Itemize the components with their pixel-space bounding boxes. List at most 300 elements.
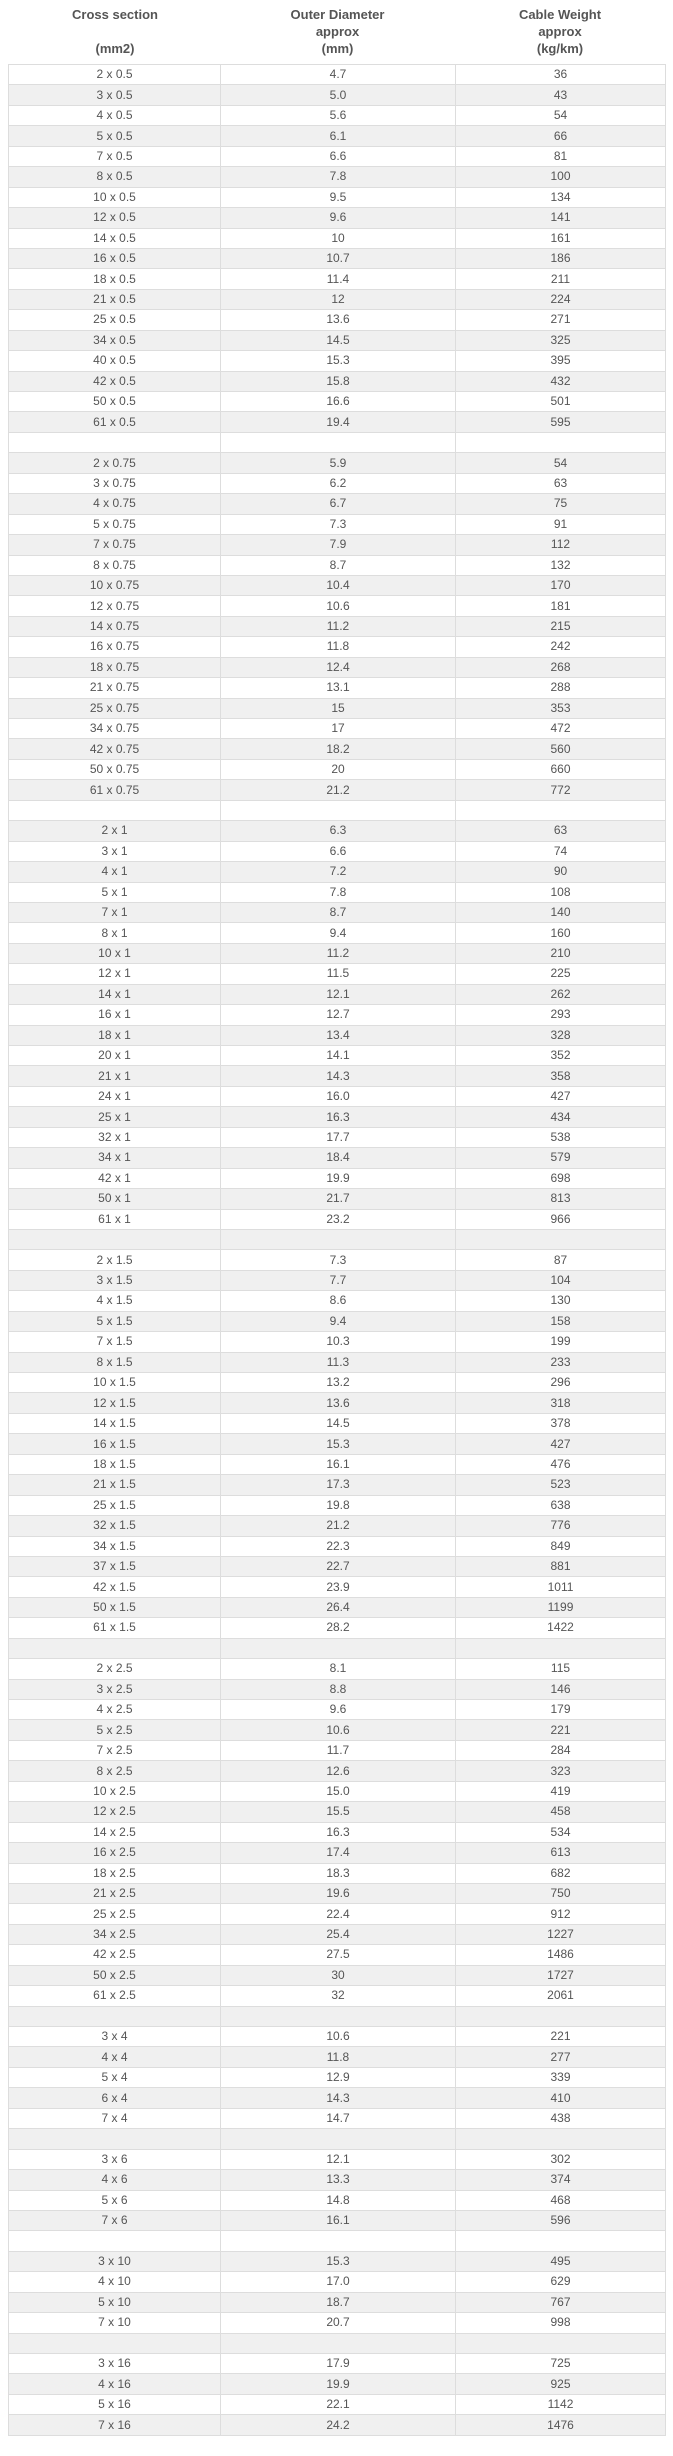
cell-cable-weight: 115 <box>456 1659 666 1679</box>
table-row <box>9 1434 666 1454</box>
table-row <box>9 269 666 289</box>
cell-cable-weight: 215 <box>456 616 666 636</box>
table-row <box>9 923 666 943</box>
cell-cross-section: 21 x 1.5 <box>9 1475 221 1495</box>
cell-outer-diameter: 14.1 <box>221 1046 456 1066</box>
cell-outer-diameter: 17.0 <box>221 2272 456 2292</box>
cell-outer-diameter: 18.3 <box>221 1863 456 1883</box>
cell-outer-diameter: 6.1 <box>221 126 456 146</box>
table-row <box>9 1802 666 1822</box>
cell-cable-weight: 81 <box>456 146 666 166</box>
cell-cross-section: 7 x 16 <box>9 2415 221 2435</box>
cell-cross-section: 16 x 2.5 <box>9 1843 221 1863</box>
cell-cross-section: 6 x 4 <box>9 2088 221 2108</box>
cell-cable-weight: 271 <box>456 310 666 330</box>
cell-outer-diameter: 23.2 <box>221 1209 456 1229</box>
cell-outer-diameter: 18.2 <box>221 739 456 759</box>
cell-cable-weight: 912 <box>456 1904 666 1924</box>
cell-cable-weight: 1422 <box>456 1618 666 1638</box>
cell-cross-section: 10 x 0.5 <box>9 187 221 207</box>
table-row <box>9 2190 666 2210</box>
cell-cross-section: 25 x 0.75 <box>9 698 221 718</box>
cell-outer-diameter: 6.3 <box>221 821 456 841</box>
cell-cross-section: 12 x 1 <box>9 964 221 984</box>
cell-cable-weight: 750 <box>456 1883 666 1903</box>
cell-outer-diameter <box>221 1229 456 1249</box>
cell-outer-diameter: 10.6 <box>221 2027 456 2047</box>
cell-cross-section: 3 x 10 <box>9 2251 221 2271</box>
table-row <box>9 759 666 779</box>
cell-cross-section: 34 x 2.5 <box>9 1924 221 1944</box>
table-row <box>9 1945 666 1965</box>
cell-outer-diameter: 7.8 <box>221 882 456 902</box>
table-row <box>9 943 666 963</box>
cell-outer-diameter: 11.2 <box>221 616 456 636</box>
cell-cross-section: 42 x 0.5 <box>9 371 221 391</box>
table-row <box>9 2415 666 2435</box>
cell-cable-weight: 146 <box>456 1679 666 1699</box>
cell-cross-section: 4 x 0.5 <box>9 105 221 125</box>
cell-cable-weight: 140 <box>456 902 666 922</box>
table-row <box>9 964 666 984</box>
cell-cross-section: 14 x 0.5 <box>9 228 221 248</box>
cell-cable-weight: 1486 <box>456 1945 666 1965</box>
cell-cable-weight: 288 <box>456 678 666 698</box>
cell-cross-section: 50 x 0.75 <box>9 759 221 779</box>
table-row <box>9 1495 666 1515</box>
cell-cross-section: 4 x 2.5 <box>9 1700 221 1720</box>
cell-outer-diameter: 5.0 <box>221 85 456 105</box>
cell-cable-weight: 161 <box>456 228 666 248</box>
cell-cross-section <box>9 1229 221 1249</box>
cell-cross-section: 5 x 10 <box>9 2292 221 2312</box>
cell-cross-section: 16 x 1.5 <box>9 1434 221 1454</box>
table-row <box>9 494 666 514</box>
cell-outer-diameter: 32 <box>221 1986 456 2006</box>
cell-cable-weight: 427 <box>456 1434 666 1454</box>
cell-cross-section <box>9 432 221 452</box>
cell-cable-weight: 638 <box>456 1495 666 1515</box>
cell-cross-section: 3 x 0.5 <box>9 85 221 105</box>
table-row <box>9 1720 666 1740</box>
cell-cable-weight: 221 <box>456 2027 666 2047</box>
cell-cable-weight: 108 <box>456 882 666 902</box>
cell-cross-section: 4 x 4 <box>9 2047 221 2067</box>
cell-outer-diameter: 11.4 <box>221 269 456 289</box>
table-row <box>9 800 666 820</box>
cell-outer-diameter: 14.3 <box>221 1066 456 1086</box>
cell-outer-diameter: 12.1 <box>221 984 456 1004</box>
cell-outer-diameter: 12.9 <box>221 2067 456 2087</box>
table-row <box>9 85 666 105</box>
cell-cross-section: 40 x 0.5 <box>9 351 221 371</box>
cell-cable-weight: 881 <box>456 1556 666 1576</box>
cell-cable-weight <box>456 2129 666 2149</box>
cell-outer-diameter: 10.6 <box>221 1720 456 1740</box>
cell-cross-section: 18 x 0.5 <box>9 269 221 289</box>
cell-cross-section: 2 x 2.5 <box>9 1659 221 1679</box>
cell-cross-section <box>9 800 221 820</box>
cell-outer-diameter: 8.1 <box>221 1659 456 1679</box>
table-row <box>9 473 666 493</box>
table-row <box>9 1229 666 1249</box>
cell-outer-diameter: 5.9 <box>221 453 456 473</box>
header-cable-weight-unit: (kg/km) <box>536 41 584 56</box>
cell-cross-section: 14 x 2.5 <box>9 1822 221 1842</box>
cell-cable-weight: 458 <box>456 1802 666 1822</box>
cell-cross-section: 21 x 0.5 <box>9 289 221 309</box>
table-row <box>9 126 666 146</box>
table-row <box>9 1822 666 1842</box>
cell-cross-section: 32 x 1 <box>9 1127 221 1147</box>
table-row <box>9 575 666 595</box>
cell-cable-weight: 613 <box>456 1843 666 1863</box>
cell-cable-weight: 87 <box>456 1250 666 1270</box>
cell-outer-diameter: 13.1 <box>221 678 456 698</box>
cell-cable-weight: 100 <box>456 167 666 187</box>
cell-outer-diameter: 6.6 <box>221 146 456 166</box>
table-row <box>9 780 666 800</box>
cell-cable-weight: 199 <box>456 1332 666 1352</box>
cell-outer-diameter: 22.7 <box>221 1556 456 1576</box>
cell-cable-weight: 629 <box>456 2272 666 2292</box>
cell-cross-section: 7 x 6 <box>9 2210 221 2230</box>
cell-cable-weight: 43 <box>456 85 666 105</box>
cell-cross-section: 50 x 0.5 <box>9 392 221 412</box>
header-outer-diameter <box>220 6 455 57</box>
cell-cable-weight <box>456 432 666 452</box>
cell-outer-diameter: 13.4 <box>221 1025 456 1045</box>
cell-cross-section: 24 x 1 <box>9 1086 221 1106</box>
cell-outer-diameter: 17.9 <box>221 2354 456 2374</box>
cell-cross-section: 8 x 1 <box>9 923 221 943</box>
cell-cable-weight: 130 <box>456 1291 666 1311</box>
cell-outer-diameter: 20.7 <box>221 2313 456 2333</box>
cell-outer-diameter: 15 <box>221 698 456 718</box>
cell-outer-diameter: 28.2 <box>221 1618 456 1638</box>
cable-data-table <box>8 64 666 2436</box>
cell-outer-diameter: 16.3 <box>221 1822 456 1842</box>
cell-cross-section: 4 x 1 <box>9 862 221 882</box>
cell-cable-weight <box>456 2006 666 2026</box>
cell-outer-diameter: 19.8 <box>221 1495 456 1515</box>
table-row <box>9 2333 666 2353</box>
table-row <box>9 1577 666 1597</box>
cell-outer-diameter: 9.6 <box>221 208 456 228</box>
cell-cable-weight: 268 <box>456 657 666 677</box>
cell-cable-weight: 849 <box>456 1536 666 1556</box>
cell-outer-diameter: 20 <box>221 759 456 779</box>
cell-cable-weight: 104 <box>456 1270 666 1290</box>
cell-cable-weight: 1199 <box>456 1597 666 1617</box>
cell-cross-section: 5 x 16 <box>9 2394 221 2414</box>
table-row <box>9 187 666 207</box>
cell-outer-diameter: 19.9 <box>221 2374 456 2394</box>
cell-cable-weight: 233 <box>456 1352 666 1372</box>
table-row <box>9 1250 666 1270</box>
cell-cable-weight: 410 <box>456 2088 666 2108</box>
cell-cable-weight: 395 <box>456 351 666 371</box>
cell-outer-diameter: 13.2 <box>221 1373 456 1393</box>
table-row <box>9 555 666 575</box>
header-cross-section <box>10 6 220 57</box>
cell-cross-section: 61 x 1.5 <box>9 1618 221 1638</box>
table-row <box>9 248 666 268</box>
cell-outer-diameter: 9.4 <box>221 1311 456 1331</box>
cell-cable-weight: 328 <box>456 1025 666 1045</box>
cell-outer-diameter: 16.3 <box>221 1107 456 1127</box>
cell-outer-diameter: 9.6 <box>221 1700 456 1720</box>
cell-outer-diameter: 12 <box>221 289 456 309</box>
table-row <box>9 310 666 330</box>
cell-outer-diameter: 13.6 <box>221 310 456 330</box>
table-row <box>9 228 666 248</box>
table-row <box>9 2149 666 2169</box>
cell-cross-section: 8 x 1.5 <box>9 1352 221 1372</box>
table-row <box>9 1700 666 1720</box>
cell-cable-weight: 660 <box>456 759 666 779</box>
cell-cable-weight: 501 <box>456 392 666 412</box>
cell-cable-weight: 925 <box>456 2374 666 2394</box>
table-row <box>9 1373 666 1393</box>
cell-cable-weight: 66 <box>456 126 666 146</box>
cell-outer-diameter: 7.3 <box>221 1250 456 1270</box>
cell-cross-section: 2 x 1.5 <box>9 1250 221 1270</box>
cell-outer-diameter: 19.4 <box>221 412 456 432</box>
cell-cable-weight: 358 <box>456 1066 666 1086</box>
cell-cross-section: 25 x 0.5 <box>9 310 221 330</box>
cell-cross-section: 5 x 1 <box>9 882 221 902</box>
cell-outer-diameter: 14.5 <box>221 330 456 350</box>
cell-cable-weight: 998 <box>456 2313 666 2333</box>
table-row <box>9 1393 666 1413</box>
cell-cross-section: 25 x 1 <box>9 1107 221 1127</box>
cell-cable-weight: 438 <box>456 2108 666 2128</box>
cell-cross-section: 25 x 2.5 <box>9 1904 221 1924</box>
cell-cable-weight: 432 <box>456 371 666 391</box>
table-row <box>9 392 666 412</box>
table-row <box>9 432 666 452</box>
cell-outer-diameter: 14.8 <box>221 2190 456 2210</box>
cell-cable-weight: 302 <box>456 2149 666 2169</box>
cell-outer-diameter <box>221 2333 456 2353</box>
cell-outer-diameter <box>221 2231 456 2251</box>
table-row <box>9 1332 666 1352</box>
table-row <box>9 1679 666 1699</box>
header-outer-diameter-line1: Outer Diameter <box>290 7 385 22</box>
table-row <box>9 1781 666 1801</box>
table-row <box>9 1025 666 1045</box>
table-row <box>9 984 666 1004</box>
table-row <box>9 1516 666 1536</box>
cell-cable-weight: 472 <box>456 719 666 739</box>
cell-cable-weight: 293 <box>456 1005 666 1025</box>
cell-outer-diameter: 17 <box>221 719 456 739</box>
table-row <box>9 2210 666 2230</box>
table-row <box>9 1475 666 1495</box>
table-row <box>9 657 666 677</box>
table-row <box>9 2374 666 2394</box>
cell-outer-diameter: 15.0 <box>221 1781 456 1801</box>
table-row <box>9 1556 666 1576</box>
header-outer-diameter-line2: approx <box>315 24 360 39</box>
table-row <box>9 1005 666 1025</box>
cell-cable-weight: 277 <box>456 2047 666 2067</box>
cell-cross-section: 12 x 0.5 <box>9 208 221 228</box>
table-row <box>9 719 666 739</box>
cell-outer-diameter: 9.4 <box>221 923 456 943</box>
cell-cross-section: 12 x 2.5 <box>9 1802 221 1822</box>
cell-outer-diameter: 21.7 <box>221 1189 456 1209</box>
cell-cross-section: 61 x 1 <box>9 1209 221 1229</box>
table-row <box>9 2313 666 2333</box>
cell-outer-diameter: 17.4 <box>221 1843 456 1863</box>
cell-outer-diameter: 10 <box>221 228 456 248</box>
table-row <box>9 1986 666 2006</box>
cell-cable-weight: 132 <box>456 555 666 575</box>
table-row <box>9 1168 666 1188</box>
cell-cross-section: 14 x 0.75 <box>9 616 221 636</box>
table-row <box>9 2067 666 2087</box>
cell-cross-section: 5 x 2.5 <box>9 1720 221 1740</box>
cell-cross-section: 18 x 2.5 <box>9 1863 221 1883</box>
cell-cross-section: 14 x 1.5 <box>9 1413 221 1433</box>
cell-outer-diameter: 7.2 <box>221 862 456 882</box>
cell-outer-diameter: 30 <box>221 1965 456 1985</box>
cell-outer-diameter: 11.8 <box>221 637 456 657</box>
cell-cable-weight: 353 <box>456 698 666 718</box>
table-row <box>9 637 666 657</box>
cell-cross-section: 2 x 1 <box>9 821 221 841</box>
cell-cross-section: 2 x 0.5 <box>9 65 221 85</box>
cell-cross-section: 37 x 1.5 <box>9 1556 221 1576</box>
cell-cross-section: 5 x 6 <box>9 2190 221 2210</box>
cell-outer-diameter: 7.9 <box>221 535 456 555</box>
cell-cable-weight: 160 <box>456 923 666 943</box>
cell-outer-diameter: 11.8 <box>221 2047 456 2067</box>
cell-cable-weight: 224 <box>456 289 666 309</box>
cell-outer-diameter: 8.6 <box>221 1291 456 1311</box>
cell-cable-weight: 698 <box>456 1168 666 1188</box>
cell-cross-section <box>9 2129 221 2149</box>
cell-cable-weight: 419 <box>456 1781 666 1801</box>
cell-outer-diameter: 10.6 <box>221 596 456 616</box>
cell-cross-section: 3 x 2.5 <box>9 1679 221 1699</box>
cell-cable-weight: 534 <box>456 1822 666 1842</box>
cell-cross-section: 4 x 16 <box>9 2374 221 2394</box>
table-row <box>9 412 666 432</box>
table-row <box>9 330 666 350</box>
table-row <box>9 1066 666 1086</box>
cell-cross-section: 21 x 0.75 <box>9 678 221 698</box>
cell-outer-diameter: 10.4 <box>221 575 456 595</box>
cell-outer-diameter: 22.4 <box>221 1904 456 1924</box>
cell-outer-diameter <box>221 1638 456 1658</box>
cell-outer-diameter: 5.6 <box>221 105 456 125</box>
cell-cross-section: 34 x 0.75 <box>9 719 221 739</box>
cell-outer-diameter: 15.3 <box>221 351 456 371</box>
cell-cable-weight: 296 <box>456 1373 666 1393</box>
cell-outer-diameter: 11.3 <box>221 1352 456 1372</box>
cell-outer-diameter: 13.3 <box>221 2170 456 2190</box>
table-row <box>9 1046 666 1066</box>
table-row <box>9 2047 666 2067</box>
table-row <box>9 678 666 698</box>
table-row <box>9 146 666 166</box>
cell-cable-weight: 772 <box>456 780 666 800</box>
cell-outer-diameter: 14.7 <box>221 2108 456 2128</box>
cell-outer-diameter: 11.2 <box>221 943 456 963</box>
cell-cross-section: 20 x 1 <box>9 1046 221 1066</box>
cell-cable-weight: 242 <box>456 637 666 657</box>
cell-outer-diameter: 10.3 <box>221 1332 456 1352</box>
table-row <box>9 739 666 759</box>
table-row <box>9 2354 666 2374</box>
cell-cross-section: 5 x 0.5 <box>9 126 221 146</box>
cell-cable-weight: 134 <box>456 187 666 207</box>
table-row <box>9 862 666 882</box>
cell-cross-section: 4 x 10 <box>9 2272 221 2292</box>
cell-cross-section: 42 x 1.5 <box>9 1577 221 1597</box>
cell-cross-section: 14 x 1 <box>9 984 221 1004</box>
cell-cross-section: 5 x 4 <box>9 2067 221 2087</box>
cell-outer-diameter: 8.7 <box>221 555 456 575</box>
cell-outer-diameter: 15.5 <box>221 1802 456 1822</box>
cell-cable-weight: 112 <box>456 535 666 555</box>
cell-outer-diameter: 25.4 <box>221 1924 456 1944</box>
cell-cross-section: 8 x 0.75 <box>9 555 221 575</box>
cell-cross-section: 10 x 1.5 <box>9 1373 221 1393</box>
cell-outer-diameter: 11.5 <box>221 964 456 984</box>
cell-cable-weight: 63 <box>456 821 666 841</box>
table-row <box>9 1638 666 1658</box>
table-row <box>9 371 666 391</box>
cell-outer-diameter <box>221 800 456 820</box>
cell-cross-section: 34 x 1.5 <box>9 1536 221 1556</box>
table-row <box>9 1761 666 1781</box>
cell-outer-diameter: 18.7 <box>221 2292 456 2312</box>
cell-cable-weight: 682 <box>456 1863 666 1883</box>
cell-cable-weight: 427 <box>456 1086 666 1106</box>
table-row <box>9 1413 666 1433</box>
cell-cross-section: 3 x 1.5 <box>9 1270 221 1290</box>
cell-cross-section: 8 x 2.5 <box>9 1761 221 1781</box>
cell-cable-weight: 378 <box>456 1413 666 1433</box>
table-row <box>9 514 666 534</box>
cell-cross-section: 7 x 1 <box>9 902 221 922</box>
cell-cross-section: 4 x 0.75 <box>9 494 221 514</box>
table-row <box>9 1618 666 1638</box>
cell-cable-weight: 63 <box>456 473 666 493</box>
cell-cross-section: 16 x 0.5 <box>9 248 221 268</box>
table-row <box>9 1883 666 1903</box>
cell-cable-weight: 495 <box>456 2251 666 2271</box>
cell-cable-weight: 339 <box>456 2067 666 2087</box>
cell-outer-diameter: 6.7 <box>221 494 456 514</box>
cell-cable-weight: 725 <box>456 2354 666 2374</box>
table-row <box>9 2251 666 2271</box>
table-row <box>9 1311 666 1331</box>
cell-cross-section: 42 x 1 <box>9 1168 221 1188</box>
table-row <box>9 208 666 228</box>
cell-cable-weight: 323 <box>456 1761 666 1781</box>
table-row <box>9 65 666 85</box>
cell-outer-diameter: 16.0 <box>221 1086 456 1106</box>
table-row <box>9 1107 666 1127</box>
cell-cross-section: 16 x 0.75 <box>9 637 221 657</box>
cell-cable-weight: 1227 <box>456 1924 666 1944</box>
cell-cable-weight <box>456 2231 666 2251</box>
